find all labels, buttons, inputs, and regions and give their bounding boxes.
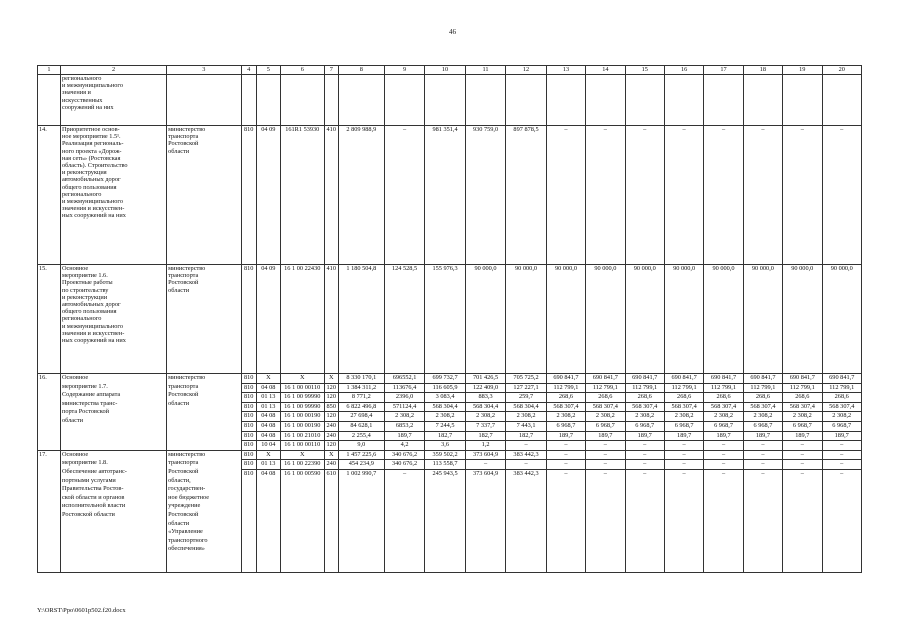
value-cell: 155 976,3 (425, 265, 465, 374)
header-cell: 11 (465, 66, 505, 75)
cell (546, 75, 585, 126)
value-cell: 04 08 (256, 383, 280, 393)
value-cell: 04 09 (256, 265, 280, 374)
value-cell: 189,7 (384, 431, 424, 441)
value-cell: 112 799,1 (625, 383, 664, 393)
value-cell: 7 443,1 (506, 421, 546, 431)
value-cell: – (586, 450, 625, 460)
value-cell: 568 307,4 (704, 402, 743, 412)
value-cell: 124 528,5 (384, 265, 424, 374)
cell (38, 75, 61, 126)
value-cell: 568 304,4 (465, 402, 505, 412)
value-cell: 810 (241, 460, 256, 470)
value-cell: 240 (324, 431, 338, 441)
row-name-cell: Основное мероприятие 1.8. Обеспечение автотранс- портными услугами Правительства Ростов- ской области и органов исполнительной власти Ростовской области (60, 450, 166, 572)
value-cell: 2 308,2 (506, 412, 546, 422)
value-cell: 04 08 (256, 469, 280, 572)
value-cell: – (546, 450, 585, 460)
cell (465, 75, 505, 126)
value-cell: 690 841,7 (546, 374, 585, 384)
header-cell: 8 (338, 66, 384, 75)
cell (338, 75, 384, 126)
page-number: 46 (449, 28, 456, 36)
value-cell: 568 307,4 (743, 402, 782, 412)
value-cell: 690 841,7 (664, 374, 703, 384)
value-cell: 90 000,0 (465, 265, 505, 374)
value-cell: – (625, 450, 664, 460)
value-cell: 810 (241, 412, 256, 422)
header-cell: 13 (546, 66, 585, 75)
executor-cell: министерство транспорта Ростовской области (167, 374, 241, 451)
value-cell: X (324, 450, 338, 460)
value-cell: 6 968,7 (822, 421, 862, 431)
value-cell: 16 1 00 21010 (280, 431, 324, 441)
value-cell: 410 (324, 126, 338, 265)
value-cell: – (586, 126, 625, 265)
value-cell: – (625, 126, 664, 265)
value-cell: 90 000,0 (586, 265, 625, 374)
value-cell: 373 604,9 (465, 450, 505, 460)
value-cell: 701 426,5 (465, 374, 505, 384)
value-cell: – (625, 469, 664, 572)
value-cell: 90 000,0 (625, 265, 664, 374)
cell (783, 75, 822, 126)
value-cell: 2 255,4 (338, 431, 384, 441)
value-cell: 2 308,2 (743, 412, 782, 422)
cell (506, 75, 546, 126)
value-cell: – (664, 441, 703, 451)
executor-cell: министерство транспорта Ростовской области (167, 126, 241, 265)
value-cell: 6853,2 (384, 421, 424, 431)
value-cell: 189,7 (546, 431, 585, 441)
header-cell: 7 (324, 66, 338, 75)
value-cell: 90 000,0 (822, 265, 862, 374)
value-cell: 90 000,0 (704, 265, 743, 374)
value-cell: 2 308,2 (425, 412, 465, 422)
header-cell: 2 (60, 66, 166, 75)
cell (241, 75, 256, 126)
value-cell: 6 968,7 (783, 421, 822, 431)
value-cell: 454 234,9 (338, 460, 384, 470)
value-cell: – (625, 441, 664, 451)
value-cell: 2 809 988,9 (338, 126, 384, 265)
value-cell: X (324, 374, 338, 384)
header-cell: 20 (822, 66, 862, 75)
value-cell: 90 000,0 (743, 265, 782, 374)
value-cell: 1,2 (465, 441, 505, 451)
value-cell: 6 968,7 (546, 421, 585, 431)
value-cell: 16 1 00 99990 (280, 402, 324, 412)
value-cell: – (664, 450, 703, 460)
value-cell: 189,7 (664, 431, 703, 441)
value-cell: 6 968,7 (664, 421, 703, 431)
value-cell: 245 943,5 (425, 469, 465, 572)
value-cell: 2 308,2 (546, 412, 585, 422)
value-cell: 268,6 (586, 393, 625, 403)
value-cell: 189,7 (783, 431, 822, 441)
value-cell: 268,6 (704, 393, 743, 403)
value-cell: 189,7 (743, 431, 782, 441)
value-cell: 571124,4 (384, 402, 424, 412)
value-cell: 120 (324, 383, 338, 393)
value-cell: 3,6 (425, 441, 465, 451)
value-cell: – (822, 460, 862, 470)
value-cell: 90 000,0 (546, 265, 585, 374)
row-name-cell: Основное мероприятие 1.7. Содержание аппарата министерства транс- порта Ростовской области (60, 374, 166, 451)
cell (704, 75, 743, 126)
cell (324, 75, 338, 126)
cell (280, 75, 324, 126)
value-cell: 568 307,4 (546, 402, 585, 412)
value-cell: 90 000,0 (664, 265, 703, 374)
value-cell: – (783, 460, 822, 470)
value-cell: 1 180 504,8 (338, 265, 384, 374)
value-cell: – (664, 469, 703, 572)
table-row (38, 126, 862, 265)
row-name-cell: Приоритетное основ- ное мероприятие 1.5¹. Реализация региональ- ного проекта «Дорож- ная сеть» (Ростовская область). Строительство и реконструкция автомобильных дорог общего пользования регионального и межмуниципального значения и искусствен- ных сооружений на них (60, 126, 166, 265)
value-cell: – (743, 460, 782, 470)
value-cell: – (743, 126, 782, 265)
header-cell: 9 (384, 66, 424, 75)
value-cell: 568 307,4 (822, 402, 862, 412)
header-cell: 15 (625, 66, 664, 75)
value-cell: 373 604,9 (465, 469, 505, 572)
value-cell: 690 841,7 (783, 374, 822, 384)
value-cell: 189,7 (822, 431, 862, 441)
value-cell: 2 308,2 (822, 412, 862, 422)
value-cell: – (704, 126, 743, 265)
value-cell: 16 1 00 22430 (280, 265, 324, 374)
value-cell: 16 1 00 00190 (280, 412, 324, 422)
value-cell: 883,3 (465, 393, 505, 403)
value-cell: 383 442,3 (506, 450, 546, 460)
value-cell: – (664, 460, 703, 470)
value-cell: – (625, 460, 664, 470)
value-cell: – (783, 126, 822, 265)
value-cell: 16 1 00 00110 (280, 441, 324, 451)
value-cell: 1 457 225,6 (338, 450, 384, 460)
value-cell: 568 307,4 (664, 402, 703, 412)
value-cell: 705 725,2 (506, 374, 546, 384)
value-cell: – (783, 450, 822, 460)
value-cell: – (704, 460, 743, 470)
value-cell: 897 878,5 (506, 126, 546, 265)
value-cell: 120 (324, 412, 338, 422)
row-number: 17. (38, 450, 61, 572)
row-number: 16. (38, 374, 61, 451)
cell (586, 75, 625, 126)
value-cell: 116 605,9 (425, 383, 465, 393)
value-cell: 112 799,1 (586, 383, 625, 393)
value-cell: 10 04 (256, 441, 280, 451)
table-row (38, 75, 862, 126)
value-cell: 112 799,1 (822, 383, 862, 393)
value-cell: – (546, 460, 585, 470)
value-cell: – (704, 469, 743, 572)
value-cell: 690 841,7 (704, 374, 743, 384)
value-cell: 122 409,0 (465, 383, 505, 393)
value-cell: 810 (241, 421, 256, 431)
value-cell: – (822, 469, 862, 572)
value-cell: – (384, 126, 424, 265)
value-cell: 182,7 (506, 431, 546, 441)
value-cell: 9,0 (338, 441, 384, 451)
value-cell: 161R1 53930 (280, 126, 324, 265)
value-cell: 16 1 00 00190 (280, 421, 324, 431)
value-cell: 359 502,2 (425, 450, 465, 460)
value-cell: 568 307,4 (625, 402, 664, 412)
value-cell: 981 351,4 (425, 126, 465, 265)
value-cell: 690 841,7 (625, 374, 664, 384)
value-cell: 1 384 311,2 (338, 383, 384, 393)
value-cell: 268,6 (783, 393, 822, 403)
value-cell: 6 968,7 (743, 421, 782, 431)
value-cell: 930 759,0 (465, 126, 505, 265)
value-cell: 268,6 (822, 393, 862, 403)
value-cell: 568 304,4 (425, 402, 465, 412)
cell (384, 75, 424, 126)
value-cell: – (822, 441, 862, 451)
value-cell: – (743, 469, 782, 572)
cell (664, 75, 703, 126)
value-cell: – (783, 441, 822, 451)
value-cell: 120 (324, 441, 338, 451)
value-cell: – (586, 441, 625, 451)
cell (822, 75, 862, 126)
value-cell: 690 841,7 (743, 374, 782, 384)
value-cell: 8 330 170,1 (338, 374, 384, 384)
value-cell: – (546, 126, 585, 265)
value-cell: 112 799,1 (546, 383, 585, 393)
value-cell: – (664, 126, 703, 265)
value-cell: – (783, 469, 822, 572)
value-cell: – (586, 460, 625, 470)
value-cell: 340 676,2 (384, 450, 424, 460)
value-cell: 6 968,7 (704, 421, 743, 431)
value-cell: 259,7 (506, 393, 546, 403)
value-cell: 610 (324, 469, 338, 572)
value-cell: 810 (241, 126, 256, 265)
value-cell: 182,7 (465, 431, 505, 441)
value-cell: 2 308,2 (625, 412, 664, 422)
header-cell: 3 (167, 66, 241, 75)
header-cell: 4 (241, 66, 256, 75)
row-name-cell: регионального и межмуниципального значения и искусственных сооружений на них (60, 75, 166, 126)
value-cell: 189,7 (625, 431, 664, 441)
value-cell: 8 771,2 (338, 393, 384, 403)
value-cell: 568 307,4 (783, 402, 822, 412)
value-cell: – (465, 460, 505, 470)
value-cell: – (704, 441, 743, 451)
value-cell: 112 799,1 (664, 383, 703, 393)
cell (425, 75, 465, 126)
value-cell: – (546, 441, 585, 451)
value-cell: 113 558,7 (425, 460, 465, 470)
budget-table-wrapper (37, 65, 862, 592)
value-cell: – (822, 450, 862, 460)
value-cell: 2396,0 (384, 393, 424, 403)
value-cell: 268,6 (743, 393, 782, 403)
value-cell: – (743, 441, 782, 451)
header-cell: 5 (256, 66, 280, 75)
header-cell: 19 (783, 66, 822, 75)
value-cell: 2 308,2 (664, 412, 703, 422)
header-cell: 6 (280, 66, 324, 75)
value-cell: 04 08 (256, 431, 280, 441)
value-cell: 340 676,2 (384, 460, 424, 470)
value-cell: 112 799,1 (783, 383, 822, 393)
value-cell: 84 628,1 (338, 421, 384, 431)
value-cell: 90 000,0 (783, 265, 822, 374)
value-cell: 113676,4 (384, 383, 424, 393)
value-cell: – (506, 441, 546, 451)
value-cell: 6 822 496,8 (338, 402, 384, 412)
value-cell: 699 732,7 (425, 374, 465, 384)
value-cell: 7 244,5 (425, 421, 465, 431)
value-cell: 2 308,2 (783, 412, 822, 422)
cell (743, 75, 782, 126)
header-cell: 14 (586, 66, 625, 75)
value-cell: – (384, 469, 424, 572)
value-cell: 112 799,1 (704, 383, 743, 393)
value-cell: 690 841,7 (586, 374, 625, 384)
value-cell: – (704, 450, 743, 460)
value-cell: 2 308,2 (586, 412, 625, 422)
value-cell: 410 (324, 265, 338, 374)
value-cell: X (280, 374, 324, 384)
value-cell: 6 968,7 (625, 421, 664, 431)
value-cell: 810 (241, 450, 256, 460)
value-cell: – (586, 469, 625, 572)
row-number: 14. (38, 126, 61, 265)
value-cell: 27 698,4 (338, 412, 384, 422)
value-cell: X (256, 374, 280, 384)
header-cell: 12 (506, 66, 546, 75)
header-row (38, 66, 862, 75)
value-cell: 127 227,1 (506, 383, 546, 393)
value-cell: 268,6 (625, 393, 664, 403)
value-cell: 240 (324, 460, 338, 470)
budget-table (37, 65, 862, 573)
value-cell: – (506, 460, 546, 470)
footer-path: Y:\ORST\Ppo\0601p502.f20.docx (37, 607, 126, 614)
value-cell: 3 083,4 (425, 393, 465, 403)
value-cell: 189,7 (586, 431, 625, 441)
value-cell: 810 (241, 469, 256, 572)
table-row (38, 265, 862, 374)
row-number: 15. (38, 265, 61, 374)
value-cell: 268,6 (546, 393, 585, 403)
value-cell: 810 (241, 431, 256, 441)
value-cell: 240 (324, 421, 338, 431)
value-cell: 2 308,2 (384, 412, 424, 422)
value-cell: – (822, 126, 862, 265)
value-cell: 810 (241, 265, 256, 374)
value-cell: 04 09 (256, 126, 280, 265)
cell (167, 75, 241, 126)
value-cell: 01 13 (256, 393, 280, 403)
table-row (38, 374, 862, 384)
value-cell: 189,7 (704, 431, 743, 441)
header-cell: 18 (743, 66, 782, 75)
value-cell: 850 (324, 402, 338, 412)
value-cell: 16 1 00 22390 (280, 460, 324, 470)
value-cell: 01 13 (256, 402, 280, 412)
value-cell: 90 000,0 (506, 265, 546, 374)
value-cell: 120 (324, 393, 338, 403)
value-cell: 568 307,4 (586, 402, 625, 412)
executor-cell: министерство транспорта Ростовской области (167, 265, 241, 374)
header-cell: 10 (425, 66, 465, 75)
cell (256, 75, 280, 126)
cell (625, 75, 664, 126)
value-cell: 268,6 (664, 393, 703, 403)
value-cell: 690 841,7 (822, 374, 862, 384)
header-cell: 16 (664, 66, 703, 75)
value-cell: 7 337,7 (465, 421, 505, 431)
value-cell: 182,7 (425, 431, 465, 441)
value-cell: X (256, 450, 280, 460)
value-cell: 6 968,7 (586, 421, 625, 431)
value-cell: 16 1 00 99990 (280, 393, 324, 403)
value-cell: 04 08 (256, 412, 280, 422)
value-cell: 810 (241, 402, 256, 412)
value-cell: 16 1 00 00110 (280, 383, 324, 393)
row-name-cell: Основное мероприятие 1.6. Проектные работы по строительству и реконструкции автомобильных дорог общего пользования регионального и межмуниципального значения и искусствен- ных сооружений на них (60, 265, 166, 374)
header-cell: 17 (704, 66, 743, 75)
value-cell: 01 13 (256, 460, 280, 470)
header-cell: 1 (38, 66, 61, 75)
value-cell: – (546, 469, 585, 572)
value-cell: 810 (241, 441, 256, 451)
value-cell: 04 08 (256, 421, 280, 431)
value-cell: X (280, 450, 324, 460)
value-cell: 568 304,4 (506, 402, 546, 412)
value-cell: 383 442,3 (506, 469, 546, 572)
table-row (38, 450, 862, 460)
value-cell: 810 (241, 393, 256, 403)
value-cell: 810 (241, 374, 256, 384)
value-cell: 4,2 (384, 441, 424, 451)
executor-cell: министерство транспорта Ростовской области, государствен- ное бюджетное учреждение Ростовской области «Управление транспортного обеспечения» (167, 450, 241, 572)
value-cell: 2 308,2 (704, 412, 743, 422)
value-cell: 112 799,1 (743, 383, 782, 393)
value-cell: 2 308,2 (465, 412, 505, 422)
value-cell: 810 (241, 383, 256, 393)
value-cell: 16 1 00 00590 (280, 469, 324, 572)
value-cell: 696552,1 (384, 374, 424, 384)
value-cell: – (743, 450, 782, 460)
value-cell: 1 002 990,7 (338, 469, 384, 572)
